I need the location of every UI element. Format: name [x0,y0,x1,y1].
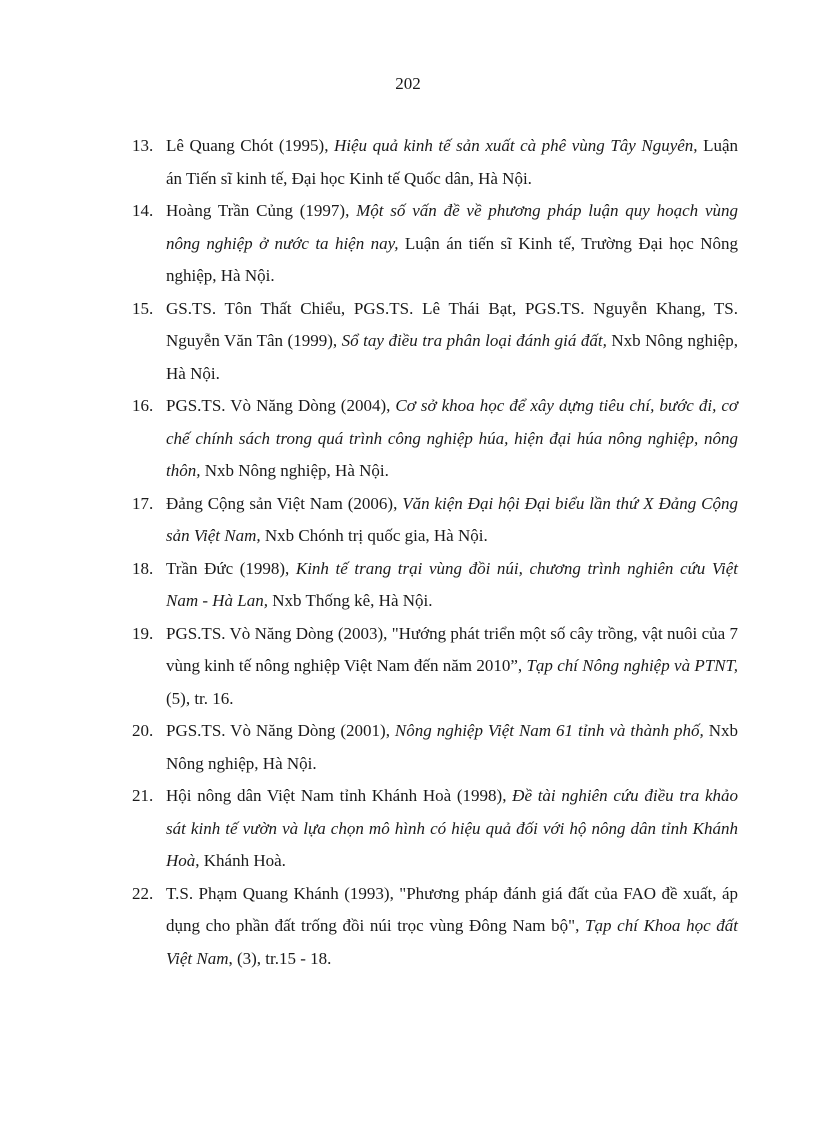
reference-text [166,780,738,878]
reference-publisher: Luận án Tiến sĩ kinh tế, Đại học Kinh tế Quốc dân, Hà Nội. [166,136,739,188]
reference-text [166,715,738,780]
reference-number: 13. [132,136,154,155]
reference-publisher: , Khánh Hoà. [195,851,286,870]
reference-publisher: Nxb Thống kê, Hà Nội. [268,591,433,610]
reference-text [166,293,738,391]
reference-text [166,878,738,976]
reference-text [166,618,738,716]
reference-title: Hiệu quả kinh tế sản xuất cà phê vùng Tây Nguyên, [334,136,698,155]
reference-authors: PGS.TS. Vò Năng Dòng (2004), [166,396,396,415]
reference-item [132,293,738,391]
reference-authors: PGS.TS. Vò Năng Dòng (2001), [166,721,395,740]
page-number: 202 [395,74,421,93]
reference-publisher: Nxb Nông nghiệp, Hà Nội. [166,331,738,383]
reference-publisher: Luận án tiến sĩ Kinh tế, Trường Đại học Nông nghiệp, Hà Nội. [166,233,738,285]
reference-title: Một số vấn đề về phương pháp luận quy hoạch vùng nông nghiệp ở nước ta hiện nay, [166,201,739,253]
reference-publisher: Nxb Chónh trị quốc gia, Hà Nội. [260,526,488,545]
reference-item [132,780,738,878]
reference-item [132,715,738,780]
reference-authors: Đảng Cộng sản Việt Nam (2006), [166,493,403,513]
reference-text [166,390,738,488]
reference-title: Đề tài nghiên cứu điều tra khảo sát kinh tế vườn và lựa chọn mô hình có hiệu quả đối với hộ nông dân tỉnh Khánh Hoà [166,786,738,870]
reference-list [132,130,738,975]
reference-item [132,878,738,976]
reference-item [132,390,738,488]
reference-publisher: Nxb Nông nghiệp, Hà Nội. [166,721,739,773]
reference-number: 17. [132,493,154,513]
reference-number: 19. [132,623,154,643]
reference-title: Cơ sở khoa học để xây dựng tiêu chí, bước đi, cơ chế chính sách trong quá trình công nghiệp húa, hiện đại húa nông nghiệp, nông thôn, [166,396,739,480]
reference-authors: Hội nông dân Việt Nam tỉnh Khánh Hoà (1998), [166,786,513,805]
reference-title: Văn kiện Đại hội Đại biểu lần thứ X Đảng Cộng sản Việt Nam, [166,493,738,545]
reference-text [166,195,738,293]
reference-authors: GS.TS. Tôn Thất Chiểu, PGS.TS. Lê Thái Bạt, PGS.TS. Nguyễn Khang, TS. Nguyễn Văn Tân (1999), [166,298,738,350]
reference-publisher: Nxb Nông nghiệp, Hà Nội. [200,461,389,480]
reference-item [132,618,738,716]
reference-title: Nông nghiệp Việt Nam 61 tỉnh và thành phố, [394,721,704,740]
reference-number: 15. [132,298,154,318]
reference-text [166,553,738,618]
reference-authors: Lê Quang Chót (1995), [166,136,334,155]
reference-title: Kinh tế trang trại vùng đồi núi, chương trình nghiên cứu Việt Nam - Hà Lan, [166,558,738,610]
reference-item [132,195,738,293]
reference-text [166,130,738,195]
reference-item [132,488,738,553]
reference-item [132,130,738,195]
reference-title: Tạp chí Khoa học đất Việt Nam [166,916,738,968]
reference-number: 14. [132,201,154,220]
reference-authors: PGS.TS. Vò Năng Dòng (2003), "Hướng phát triển một số cây trồng, vật nuôi của 7 vùng kinh tế nông nghiệp Việt Nam đến năm 2010”, [166,623,738,675]
reference-number: 18. [132,558,154,578]
reference-number: 21. [132,786,154,805]
reference-item [132,553,738,618]
reference-number: 16. [132,396,154,415]
reference-authors: T.S. Phạm Quang Khánh (1993), "Phương pháp đánh giá đất của FAO đề xuất, áp dụng cho phần đất trống đồi núi trọc vùng Đông Nam bộ", [166,883,738,935]
reference-number: 20. [132,721,154,740]
reference-authors: Trần Đức (1998), [166,558,296,578]
reference-title: Sổ tay điều tra phân loại đánh giá đất, [341,331,607,350]
reference-publisher: (5), tr. 16. [166,688,234,708]
reference-authors: Hoàng Trần Củng (1997), [166,201,357,220]
reference-number: 22. [132,883,154,903]
reference-publisher: , (3), tr.15 - 18. [228,948,332,968]
reference-title: Tạp chí Nông nghiệp và PTNT, [526,656,738,675]
reference-text [166,488,738,553]
